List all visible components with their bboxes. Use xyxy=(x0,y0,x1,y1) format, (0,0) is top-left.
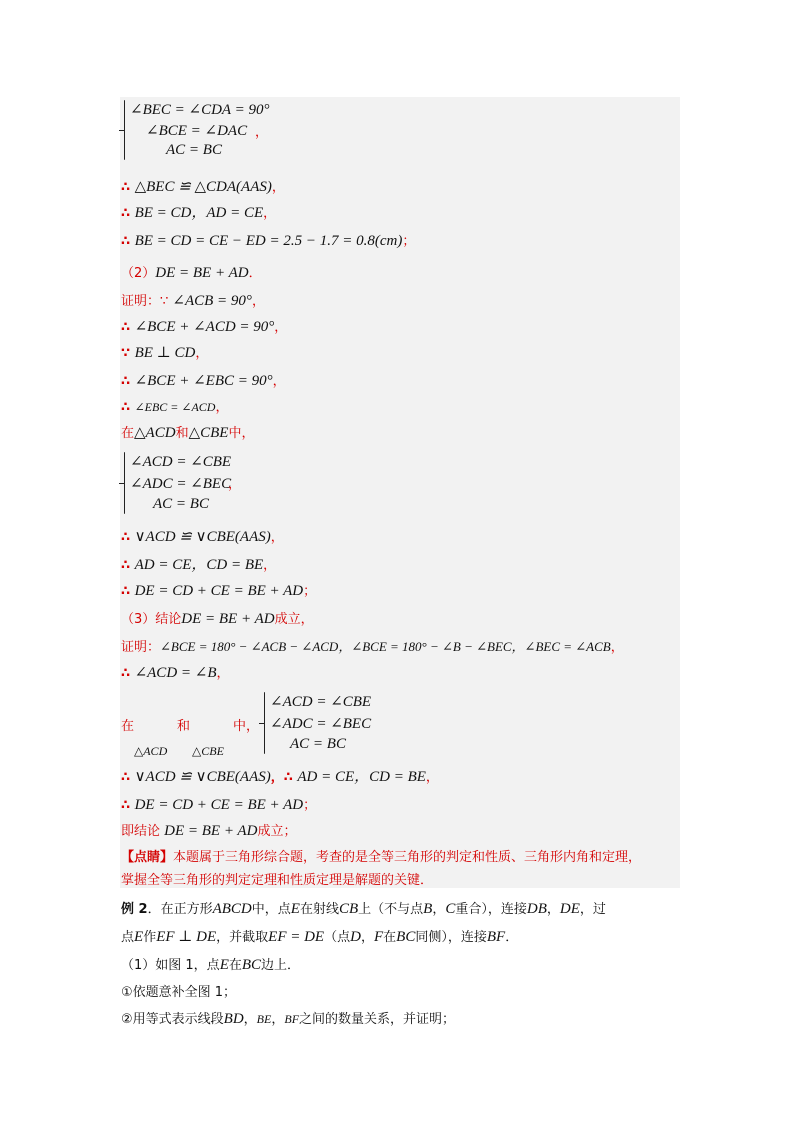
example-line: 例 2．在正方形ABCD中，点E在射线CB上（不与点B，C重合），连接DB，DE，过 xyxy=(121,901,606,917)
equation-system-brace xyxy=(124,100,125,160)
punct: ， xyxy=(255,125,269,140)
proof-line: ∴ BE = CD，AD = CE， xyxy=(121,205,277,221)
equation-system-brace xyxy=(124,452,125,514)
punct: ， xyxy=(228,477,242,492)
system-line: ∠BCE = ∠DAC xyxy=(146,123,248,139)
triangle-label: △CBE xyxy=(192,744,224,758)
example-line: （1）如图 1，点E在BC边上． xyxy=(121,957,301,973)
proof-line: ∵ BE ⊥ CD， xyxy=(121,345,209,361)
part-heading: （2）DE = BE + AD． xyxy=(121,265,262,281)
proof-line: ∴ AD = CE，CD = BE， xyxy=(121,557,277,573)
system-line: ∠BEC = ∠CDA = 90° xyxy=(130,102,270,118)
text: 中， xyxy=(233,719,260,734)
proof-line: ∴ ∨ACD ≌ ∨CBE(AAS)， xyxy=(121,529,284,545)
text: 和 xyxy=(177,719,191,734)
system-line: AC = BC xyxy=(290,736,346,752)
proof-line: ∴ ∠ACD = ∠B， xyxy=(121,665,230,681)
system-line: ∠ACD = ∠CBE xyxy=(270,694,372,710)
proof-line: ∴ ∠EBC = ∠ACD， xyxy=(121,400,229,415)
proof-line: ∴ ∠BCE + ∠ACD = 90°， xyxy=(121,319,288,335)
comment-line: 掌握全等三角形的判定定理和性质定理是解题的关键． xyxy=(121,873,434,888)
system-line: AC = BC xyxy=(153,496,209,512)
proof-line: ∴ ∨ACD ≌ ∨CBE(AAS)，∴ AD = CE，CD = BE， xyxy=(121,769,439,785)
proof-line: 在△ACD和△CBE中， xyxy=(121,425,255,441)
example-line: ②用等式表示线段BD，BE，BF之间的数量关系，并证明； xyxy=(121,1011,456,1027)
proof-line: ∴ △BEC ≌ △CDA(AAS)， xyxy=(121,179,285,195)
equation-system-brace xyxy=(264,692,265,754)
proof-line: ∴ BE = CD = CE − ED = 2.5 − 1.7 = 0.8(cm)； xyxy=(121,233,416,249)
proof-line: ∴ DE = CD + CE = BE + AD； xyxy=(121,797,317,813)
proof-line: 证明：∵ ∠ACB = 90°， xyxy=(121,293,265,309)
proof-line: 证明：∠BCE = 180° − ∠ACB − ∠ACD，∠BCE = 180° − ∠B − ∠BEC，∠BEC = ∠ACB， xyxy=(121,639,624,655)
example-line: ①依题意补全图 1； xyxy=(121,985,237,1000)
text: 在 xyxy=(121,719,135,734)
system-line: AC = BC xyxy=(166,142,222,158)
comment-line: 【点睛】本题属于三角形综合题，考查的是全等三角形的判定和性质、三角形内角和定理， xyxy=(121,850,642,865)
example-line: 点E作EF ⊥ DE，并截取EF = DE（点D，F在BC同侧），连接BF． xyxy=(121,929,519,945)
system-line: ∠ACD = ∠CBE xyxy=(130,454,232,470)
system-line: ∠ADC = ∠BEC xyxy=(270,716,372,732)
triangle-label: △ACD xyxy=(134,744,168,758)
system-line: ∠ADC = ∠BEC xyxy=(130,476,232,492)
proof-line: ∴ ∠BCE + ∠EBC = 90°， xyxy=(121,373,286,389)
part-heading: （3）结论DE = BE + AD成立， xyxy=(121,611,314,627)
proof-line: ∴ DE = CD + CE = BE + AD； xyxy=(121,583,317,599)
proof-line: 即结论 DE = BE + AD成立； xyxy=(121,823,297,839)
